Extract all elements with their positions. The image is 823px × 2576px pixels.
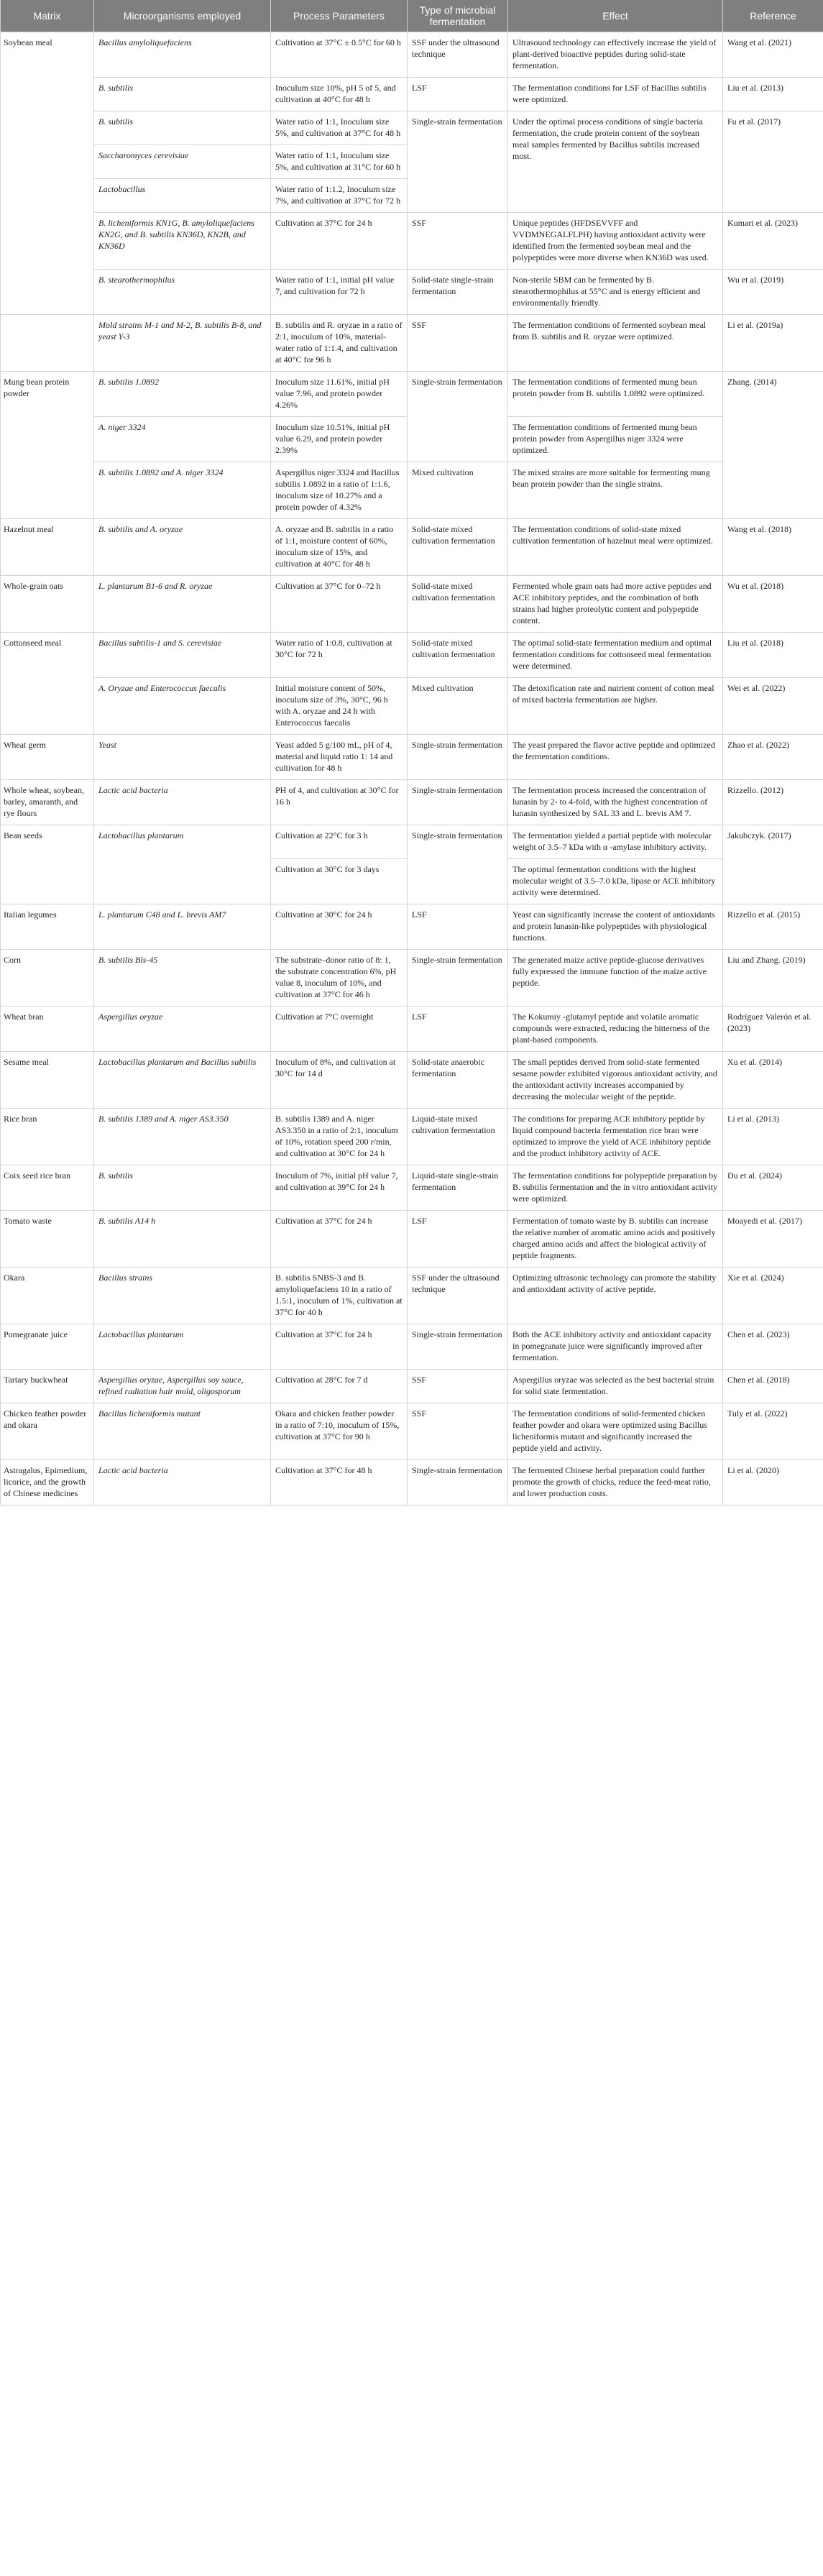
table-row — [1, 576, 823, 633]
cell-microorganism: Bacillus amyloliquefaciens — [94, 32, 271, 78]
cell-microorganism: A. niger 3324 — [94, 417, 271, 462]
cell-reference: Wu et al. (2018) — [723, 576, 823, 633]
cell-process-parameters: PH of 4, and cultivation at 30°C for 16 h — [271, 780, 408, 825]
cell-reference: Wu et al. (2019) — [723, 270, 823, 315]
cell-fermentation-type: SSF — [408, 1370, 508, 1403]
table-row — [1, 1052, 823, 1109]
table-row — [1, 904, 823, 950]
cell-matrix: Bean seeds — [1, 825, 94, 904]
cell-matrix: Sesame meal — [1, 1052, 94, 1109]
cell-fermentation-type: LSF — [408, 1211, 508, 1268]
cell-reference: Du et al. (2024) — [723, 1165, 823, 1211]
cell-fermentation-type: Solid-state mixed cultivation fermentation — [408, 576, 508, 633]
cell-process-parameters: Yeast added 5 g/100 mL, pH of 4, material and liquid ratio 1: 14 and cultivation for 48 h — [271, 735, 408, 780]
cell-matrix: Cottonseed meal — [1, 633, 94, 735]
header-effect: Effect — [508, 0, 723, 32]
cell-reference: Jakubczyk. (2017) — [723, 825, 823, 904]
cell-effect: The fermentation conditions of fermented mung bean protein powder from Aspergillus niger 3324 were optimized. — [508, 417, 723, 462]
cell-microorganism: L. plantarum B1-6 and R. oryzae — [94, 576, 271, 633]
table-row — [1, 32, 823, 78]
cell-effect: The fermentation process increased the concentration of lunasin by 2- to 4-fold, with the highest concentration of lunasin synthesized by SAL 33 and L. brevis AM 7. — [508, 780, 723, 825]
cell-effect: Aspergillus oryzae was selected as the best bacterial strain for solid state fermentation. — [508, 1370, 723, 1403]
cell-process-parameters: Cultivation at 37°C for 0–72 h — [271, 576, 408, 633]
cell-microorganism: B. subtilis — [94, 1165, 271, 1211]
cell-process-parameters: Cultivation at 37°C for 48 h — [271, 1460, 408, 1505]
cell-microorganism: B. subtilis Bls-45 — [94, 950, 271, 1007]
cell-microorganism: Saccharomyces cerevisiae — [94, 145, 271, 179]
cell-fermentation-type: Liquid-state mixed cultivation fermentation — [408, 1109, 508, 1165]
cell-effect: The optimal fermentation conditions with the highest molecular weight of 3.5–7.0 kDa, lipase or ACE inhibitory activity were determined. — [508, 859, 723, 904]
cell-matrix: Okara — [1, 1268, 94, 1324]
cell-reference: Zhang. (2014) — [723, 372, 823, 519]
cell-process-parameters: A. oryzae and B. subtilis in a ratio of 1:1, moisture content of 60%, inoculum size of 15%, and cultivation at 40°C for 48 h — [271, 519, 408, 576]
cell-process-parameters: Cultivation at 37°C ± 0.5°C for 60 h — [271, 32, 408, 78]
cell-fermentation-type: LSF — [408, 1007, 508, 1052]
table-row — [1, 950, 823, 1007]
cell-fermentation-type: Liquid-state single-strain fermentation — [408, 1165, 508, 1211]
cell-matrix: Pomegranate juice — [1, 1324, 94, 1370]
cell-process-parameters: Inoculum of 7%, initial pH value 7, and cultivation at 39°C for 24 h — [271, 1165, 408, 1211]
cell-matrix: Coix seed rice bran — [1, 1165, 94, 1211]
cell-fermentation-type: LSF — [408, 904, 508, 950]
cell-process-parameters: Water ratio of 1:1, Inoculum size 5%, and cultivation at 37°C for 48 h — [271, 111, 408, 145]
cell-reference: Li et al. (2019a) — [723, 315, 823, 372]
cell-fermentation-type: Solid-state single-strain fermentation — [408, 270, 508, 315]
cell-process-parameters: Cultivation at 22°C for 3 h — [271, 825, 408, 859]
cell-microorganism: B. subtilis A14 h — [94, 1211, 271, 1268]
cell-effect: The fermentation conditions of solid-state mixed cultivation fermentation of hazelnut meal were optimized. — [508, 519, 723, 576]
cell-reference: Zhao et al. (2022) — [723, 735, 823, 780]
cell-process-parameters: Aspergillus niger 3324 and Bacillus subtilis 1.0892 in a ratio of 1:1.6, inoculum size of 10.27% and a protein powder of 4.32% — [271, 462, 408, 519]
cell-matrix: Italian legumes — [1, 904, 94, 950]
cell-microorganism: Lactobacillus — [94, 179, 271, 213]
cell-microorganism: B. subtilis — [94, 111, 271, 145]
cell-microorganism: Aspergillus oryzae — [94, 1007, 271, 1052]
cell-effect: The detoxification rate and nutrient content of cotton meal of mixed bacteria fermentation are higher. — [508, 678, 723, 735]
cell-matrix: Astragalus, Epimedium, licorice, and the growth of Chinese medicines — [1, 1460, 94, 1505]
cell-reference: Liu and Zhang. (2019) — [723, 950, 823, 1007]
cell-process-parameters: Water ratio of 1:0.8, cultivation at 30°C for 72 h — [271, 633, 408, 678]
cell-microorganism: B. subtilis 1389 and A. niger AS3.350 — [94, 1109, 271, 1165]
cell-effect: Non-sterile SBM can be fermented by B. stearothermophilus at 55°C and is energy efficient and environmentally friendly. — [508, 270, 723, 315]
cell-process-parameters: Cultivation at 30°C for 3 days — [271, 859, 408, 904]
cell-reference: Wang et al. (2018) — [723, 519, 823, 576]
table-row — [1, 1370, 823, 1403]
header-reference: Reference — [723, 0, 823, 32]
cell-reference: Chen et al. (2023) — [723, 1324, 823, 1370]
header-microorganisms: Microorganisms employed — [94, 0, 271, 32]
table-row — [1, 519, 823, 576]
cell-fermentation-type: Solid-state mixed cultivation fermentation — [408, 519, 508, 576]
cell-effect: The generated maize active peptide-glucose derivatives fully expressed the immune function of the maize active peptide. — [508, 950, 723, 1007]
cell-fermentation-type: Single-strain fermentation — [408, 825, 508, 904]
cell-matrix: Tomato waste — [1, 1211, 94, 1268]
cell-effect: The optimal solid-state fermentation medium and optimal fermentation conditions for cottonseed meal fermentation were determined. — [508, 633, 723, 678]
cell-microorganism: Lactic acid bacteria — [94, 780, 271, 825]
cell-process-parameters: Cultivation at 37°C for 24 h — [271, 213, 408, 270]
cell-effect: The fermentation conditions of fermented mung bean protein powder from B. subtilis 1.0892 were optimized. — [508, 372, 723, 417]
cell-fermentation-type: Single-strain fermentation — [408, 735, 508, 780]
cell-process-parameters: B. subtilis and R. oryzae in a ratio of 2:1, inoculum of 10%, material-water ratio of 1:1.4, and cultivation at 40°C for 96 h — [271, 315, 408, 372]
table-row — [1, 780, 823, 825]
cell-microorganism: Lactobacillus plantarum and Bacillus subtilis — [94, 1052, 271, 1109]
cell-microorganism: A. Oryzae and Enterococcus faecalis — [94, 678, 271, 735]
cell-microorganism: B. subtilis 1.0892 and A. niger 3324 — [94, 462, 271, 519]
cell-reference: Xie et al. (2024) — [723, 1268, 823, 1324]
cell-process-parameters: Inoculum size 10%, pH 5 of 5, and cultivation at 40°C for 48 h — [271, 78, 408, 111]
cell-matrix: Rice bran — [1, 1109, 94, 1165]
cell-reference: Rizzello et al. (2015) — [723, 904, 823, 950]
cell-reference: Wang et al. (2021) — [723, 32, 823, 78]
cell-fermentation-type: Single-strain fermentation — [408, 111, 508, 213]
cell-matrix: Chicken feather powder and okara — [1, 1403, 94, 1460]
cell-fermentation-type: Mixed cultivation — [408, 462, 508, 519]
cell-microorganism: B. licheniformis KN1G, B. amyloliquefaciens KN2G, and B. subtilis KN36D, KN2B, and KN36D — [94, 213, 271, 270]
cell-reference: Liu et al. (2013) — [723, 78, 823, 111]
table-body — [1, 32, 823, 1505]
table-row — [1, 1324, 823, 1370]
cell-effect: The fermentation conditions of solid-fermented chicken feather powder and okara were optimized using Bacillus licheniformis mutant and significantly increased the peptide yield and activity. — [508, 1403, 723, 1460]
cell-effect: Fermented whole grain oats had more active peptides and ACE inhibitory peptides, and the combination of both strains had higher proteolytic content and polypeptide content. — [508, 576, 723, 633]
table-header — [1, 0, 823, 32]
cell-process-parameters: Water ratio of 1:1, Inoculum size 5%, and cultivation at 31°C for 60 h — [271, 145, 408, 179]
table-row — [1, 678, 823, 735]
cell-effect: The fermentation conditions of fermented soybean meal from B. subtilis and R. oryzae were optimized. — [508, 315, 723, 372]
cell-matrix: Mung bean protein powder — [1, 372, 94, 519]
cell-matrix: Hazelnut meal — [1, 519, 94, 576]
cell-effect: The yeast prepared the flavor active peptide and optimized the fermentation conditions. — [508, 735, 723, 780]
cell-fermentation-type: SSF under the ultrasound technique — [408, 1268, 508, 1324]
cell-reference: Moayedi et al. (2017) — [723, 1211, 823, 1268]
table-row — [1, 735, 823, 780]
cell-process-parameters: The substrate–donor ratio of 8: 1, the substrate concentration 6%, pH value 8, inoculum of 10%, and cultivation at 37°C for 46 h — [271, 950, 408, 1007]
cell-process-parameters: Initial moisture content of 50%, inoculum size of 3%, 30°C, 96 h with A. oryzae and 24 h with Enterococcus faecalis — [271, 678, 408, 735]
cell-process-parameters: B. subtilis 1389 and A. niger AS3.350 in a ratio of 2:1, inoculum of 10%, rotation speed 200 r/min, and cultivation at 30°C for 24 h — [271, 1109, 408, 1165]
cell-fermentation-type: Single-strain fermentation — [408, 780, 508, 825]
cell-matrix: Soybean meal — [1, 32, 94, 315]
cell-effect: The fermentation conditions for polypeptide preparation by B. subtilis fermentation and the in vitro antioxidant activity were optimized. — [508, 1165, 723, 1211]
cell-matrix: Whole wheat, soybean, barley, amaranth, and rye flours — [1, 780, 94, 825]
cell-fermentation-type: Single-strain fermentation — [408, 1324, 508, 1370]
table-row — [1, 633, 823, 678]
header-row — [1, 0, 823, 32]
table-row — [1, 78, 823, 111]
cell-matrix: Corn — [1, 950, 94, 1007]
cell-reference: Tuly et al. (2022) — [723, 1403, 823, 1460]
cell-fermentation-type: Single-strain fermentation — [408, 950, 508, 1007]
cell-microorganism: Lactobacillus plantarum — [94, 825, 271, 904]
cell-effect: Yeast can significantly increase the content of antioxidants and protein lunasin-like polypeptides with physiological functions. — [508, 904, 723, 950]
cell-microorganism: Lactobacillus plantarum — [94, 1324, 271, 1370]
cell-microorganism: Bacillus licheniformis mutant — [94, 1403, 271, 1460]
cell-process-parameters: Water ratio of 1:1.2, Inoculum size 7%, and cultivation at 37°C for 72 h — [271, 179, 408, 213]
table-row — [1, 372, 823, 417]
cell-matrix: Whole-grain oats — [1, 576, 94, 633]
cell-effect: Under the optimal process conditions of single bacteria fermentation, the crude protein content of the soybean meal samples fermented by Bacillus subtilis increased most. — [508, 111, 723, 213]
cell-microorganism: Aspergillus oryzae, Aspergillus soy sauce, refined radiation hair mold, oligosporum — [94, 1370, 271, 1403]
cell-effect: The small peptides derived from solid-state fermented sesame powder exhibited vigorous antioxidant activity, and the antioxidant activity increases accompanied by decreasing the molecular weight of the peptide. — [508, 1052, 723, 1109]
header-fermentation-type: Type of microbial fermentation — [408, 0, 508, 32]
table-row — [1, 1403, 823, 1460]
cell-fermentation-type: SSF — [408, 1403, 508, 1460]
cell-microorganism: Lactic acid bacteria — [94, 1460, 271, 1505]
cell-reference: Kumari et al. (2023) — [723, 213, 823, 270]
table-row — [1, 1268, 823, 1324]
cell-microorganism: Mold strains M-1 and M-2, B. subtilis B-8, and yeast Y-3 — [94, 315, 271, 372]
cell-effect: The conditions for preparing ACE inhibitory peptide by liquid compound bacteria fermentation rice bran were optimized to improve the yield of ACE inhibitory peptide and the product inhibitory activity of ACE. — [508, 1109, 723, 1165]
cell-fermentation-type: LSF — [408, 78, 508, 111]
table-row — [1, 825, 823, 859]
header-process-parameters: Process Parameters — [271, 0, 408, 32]
cell-fermentation-type: Solid-state mixed cultivation fermentation — [408, 633, 508, 678]
cell-process-parameters: Inoculum of 8%, and cultivation at 30°C for 14 d — [271, 1052, 408, 1109]
cell-microorganism: B. subtilis — [94, 78, 271, 111]
cell-fermentation-type: Mixed cultivation — [408, 678, 508, 735]
cell-effect: The fermentation yielded a partial peptide with molecular weight of 3.5–7 kDa with α -amylase inhibitory activity. — [508, 825, 723, 859]
cell-effect: Ultrasound technology can effectively increase the yield of plant-derived bioactive peptides during solid-state fermentation. — [508, 32, 723, 78]
table-row — [1, 1109, 823, 1165]
cell-fermentation-type: Single-strain fermentation — [408, 1460, 508, 1505]
cell-fermentation-type: SSF — [408, 315, 508, 372]
cell-microorganism: B. subtilis 1.0892 — [94, 372, 271, 417]
cell-fermentation-type: Solid-state anaerobic fermentation — [408, 1052, 508, 1109]
cell-fermentation-type: SSF — [408, 213, 508, 270]
cell-matrix — [1, 315, 94, 372]
cell-process-parameters: Water ratio of 1:1, initial pH value 7, and cultivation for 72 h — [271, 270, 408, 315]
cell-process-parameters: Inoculum size 10.51%, initial pH value 6.29, and protein powder 2.39% — [271, 417, 408, 462]
cell-process-parameters: B. subtilis SNBS-3 and B. amyloliquefaciens 10 in a ratio of 1.5:1, inoculum of 1%, cultivation at 37°C for 40 h — [271, 1268, 408, 1324]
cell-matrix: Tartary buckwheat — [1, 1370, 94, 1403]
cell-process-parameters: Cultivation at 37°C for 24 h — [271, 1324, 408, 1370]
cell-reference: Fu et al. (2017) — [723, 111, 823, 213]
table-row — [1, 111, 823, 145]
cell-reference: Rodríguez Valerón et al. (2023) — [723, 1007, 823, 1052]
cell-microorganism: B. stearothermophilus — [94, 270, 271, 315]
table-row — [1, 213, 823, 270]
table-row — [1, 1211, 823, 1268]
cell-matrix: Wheat germ — [1, 735, 94, 780]
table-row — [1, 1007, 823, 1052]
cell-effect: Fermentation of tomato waste by B. subtilis can increase the relative number of aromatic amino acids and positively charged amino acids and affect the biological activity of peptide fragments. — [508, 1211, 723, 1268]
table-row — [1, 315, 823, 372]
cell-reference: Wei et al. (2022) — [723, 678, 823, 735]
cell-process-parameters: Cultivation at 30°C for 24 h — [271, 904, 408, 950]
cell-process-parameters: Cultivation at 37°C for 24 h — [271, 1211, 408, 1268]
table-row — [1, 1460, 823, 1505]
cell-reference: Rizzello. (2012) — [723, 780, 823, 825]
cell-effect: The mixed strains are more suitable for fermenting mung bean protein powder than the single strains. — [508, 462, 723, 519]
cell-effect: The Kokumiy -glutamyl peptide and volatile aromatic compounds were extracted, reducing the bitterness of the plant-based components. — [508, 1007, 723, 1052]
cell-microorganism: Bacillus subtilis-1 and S. cerevisiae — [94, 633, 271, 678]
cell-reference: Liu et al. (2018) — [723, 633, 823, 678]
cell-process-parameters: Cultivation at 7°C overnight — [271, 1007, 408, 1052]
cell-reference: Xu et al. (2014) — [723, 1052, 823, 1109]
cell-microorganism: B. subtilis and A. oryzae — [94, 519, 271, 576]
cell-microorganism: Yeast — [94, 735, 271, 780]
cell-reference: Li et al. (2013) — [723, 1109, 823, 1165]
cell-process-parameters: Cultivation at 28°C for 7 d — [271, 1370, 408, 1403]
cell-reference: Li et al. (2020) — [723, 1460, 823, 1505]
cell-process-parameters: Inoculum size 11.61%, initial pH value 7.96, and protein powder 4.26% — [271, 372, 408, 417]
table-row — [1, 1165, 823, 1211]
cell-effect: Unique peptides (HFDSEVVFF and VVDMNEGALFLPH) having antioxidant activity were identified from the fermented soybean meal and the polypeptides were more diverse when KN36D was used. — [508, 213, 723, 270]
header-matrix: Matrix — [1, 0, 94, 32]
cell-microorganism: L. plantarum C48 and L. brevis AM7 — [94, 904, 271, 950]
cell-effect: Optimizing ultrasonic technology can promote the stability and antioxidant activity of active peptide. — [508, 1268, 723, 1324]
cell-effect: The fermentation conditions for LSF of Bacillus subtilis were optimized. — [508, 78, 723, 111]
cell-matrix: Wheat bran — [1, 1007, 94, 1052]
cell-fermentation-type: SSF under the ultrasound technique — [408, 32, 508, 78]
cell-effect: Both the ACE inhibitory activity and antioxidant capacity in pomegranate juice were significantly improved after fermentation. — [508, 1324, 723, 1370]
cell-fermentation-type: Single-strain fermentation — [408, 372, 508, 462]
cell-process-parameters: Okara and chicken feather powder in a ratio of 7:10, inoculum of 15%, cultivation at 37°C for 90 h — [271, 1403, 408, 1460]
cell-reference: Chen et al. (2018) — [723, 1370, 823, 1403]
table-row — [1, 462, 823, 519]
table-row — [1, 270, 823, 315]
cell-effect: The fermented Chinese herbal preparation could further promote the growth of chicks, reduce the feed-meat ratio, and lower production costs. — [508, 1460, 723, 1505]
cell-microorganism: Bacillus strains — [94, 1268, 271, 1324]
